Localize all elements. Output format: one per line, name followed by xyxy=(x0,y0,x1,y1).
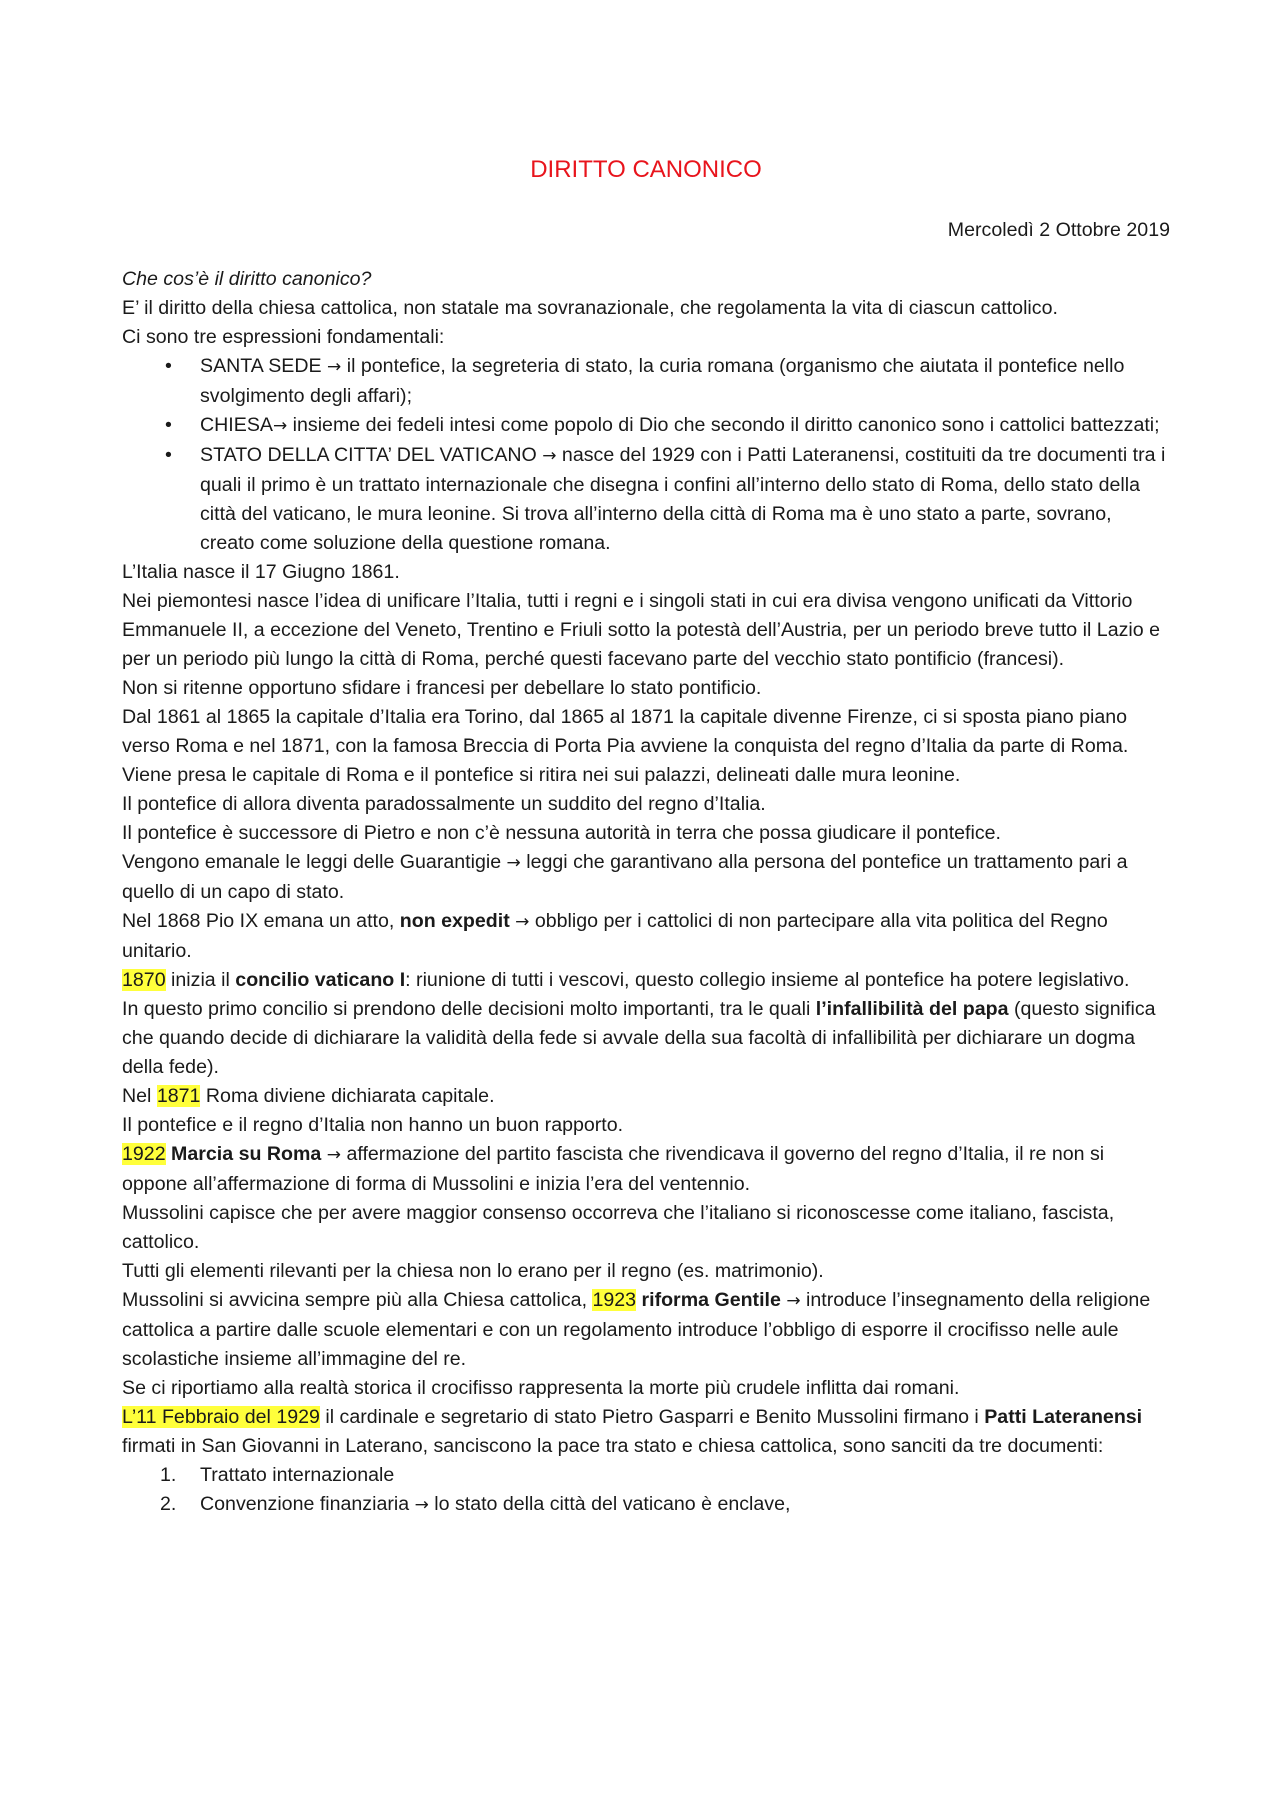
highlighted-year: 1923 xyxy=(592,1289,637,1311)
document-page xyxy=(122,150,1170,1520)
paragraph: Mussolini capisce che per avere maggior consenso occorreva che l’italiano si riconoscesse come italiano, fascista, cattolico. xyxy=(122,1202,1115,1253)
paragraph: Il pontefice di allora diventa paradossalmente un suddito del regno d’Italia. xyxy=(122,793,766,815)
arrow-icon: → xyxy=(542,446,557,466)
highlighted-date: L’11 Febbraio del 1929 xyxy=(122,1406,320,1428)
bold-term: l’infallibilità del papa xyxy=(815,998,1009,1020)
bold-term: Patti Lateranensi xyxy=(984,1406,1143,1428)
paragraph: Il pontefice è successore di Pietro e non c’è nessuna autorità in terra che possa giudicare il pontefice. xyxy=(122,822,1001,844)
arrow-icon: → xyxy=(515,912,530,932)
paragraph: Nel 1868 Pio IX emana un atto, non expedit → obbligo per i cattolici di non partecipare alla vita politica del Regno unitario. xyxy=(122,910,1108,962)
document-title: DIRITTO CANONICO xyxy=(530,156,762,183)
paragraph: L’Italia nasce il 17 Giugno 1861. xyxy=(122,561,400,583)
paragraph: Dal 1861 al 1865 la capitale d’Italia era Torino, dal 1865 al 1871 la capitale divenne Firenze, ci si sposta piano piano verso Roma e nel 1871, con la famosa Breccia di Porta Pia avviene la conquista del regno d’Italia da parte di Roma. xyxy=(122,706,1129,757)
paragraph: 1922 Marcia su Roma → affermazione del partito fascista che rivendicava il governo del regno d’Italia, il re non si oppone all’affermazione di forma di Mussolini e inizia l’era del ventennio. xyxy=(122,1143,1105,1195)
arrow-icon: → xyxy=(506,853,521,873)
paragraph: E’ il diritto della chiesa cattolica, non statale ma sovranazionale, che regolamenta la vita di ciascun cattolico. xyxy=(122,297,1058,319)
paragraph: Nel 1871 Roma diviene dichiarata capitale. xyxy=(122,1085,495,1107)
document-date: Mercoledì 2 Ottobre 2019 xyxy=(947,219,1170,241)
list-item: • CHIESA→ insieme dei fedeli intesi come popolo di Dio che secondo il diritto canonico sono i cattolici battezzati; xyxy=(122,411,1170,441)
bold-term: concilio vaticano I xyxy=(235,969,406,991)
arrow-icon: → xyxy=(272,416,288,436)
paragraph: Vengono emanale le leggi delle Guarantigie → leggi che garantivano alla persona del pontefice un trattamento pari a quello di un capo di stato. xyxy=(122,851,1128,903)
paragraph: L’11 Febbraio del 1929 il cardinale e segretario di stato Pietro Gasparri e Benito Mussolini firmano i Patti Lateranensi firmati in San Giovanni in Laterano, sanciscono la pace tra stato e chiesa cattolica, sono sanciti da tre documenti: xyxy=(122,1406,1143,1457)
paragraph: Nei piemontesi nasce l’idea di unificare l’Italia, tutti i regni e i singoli stati in cui era divisa vengono unificati da Vittorio Emmanuele II, a eccezione del Veneto, Trentino e Friuli sotto la potestà dell’Austria, per un periodo breve tutto il Lazio e per un periodo più lungo la città di Roma, perché questi facevano parte del vecchio stato pontificio (francesi). xyxy=(122,590,1160,670)
paragraph: 1870 inizia il concilio vaticano I: riunione di tutti i vescovi, questo collegio insieme al pontefice ha potere legislativo. xyxy=(122,969,1130,991)
paragraph: Se ci riportiamo alla realtà storica il crocifisso rappresenta la morte più crudele inflitta dai romani. xyxy=(122,1377,960,1399)
paragraph: Mussolini si avvicina sempre più alla Chiesa cattolica, 1923 riforma Gentile → introduce l’insegnamento della religione cattolica a partire dalle scuole elementari e con un regolamento introduce l’obbligo di esporre il crocifisso nelle aule scolastiche insieme all’immagine del re. xyxy=(122,1289,1151,1370)
list-item: • SANTA SEDE → il pontefice, la segreteria di stato, la curia romana (organismo che aiutata il pontefice nello svolgimento degli affari); xyxy=(122,352,1170,411)
paragraph: Tutti gli elementi rilevanti per la chiesa non lo erano per il regno (es. matrimonio). xyxy=(122,1260,824,1282)
arrow-icon: → xyxy=(414,1495,429,1515)
highlighted-year: 1870 xyxy=(122,969,166,991)
highlighted-year: 1871 xyxy=(156,1085,201,1107)
bullet-list xyxy=(122,352,1170,558)
bold-term: non expedit xyxy=(399,910,510,932)
list-item: 2. Convenzione finanziaria → lo stato della città del vaticano è enclave, xyxy=(160,1493,791,1515)
arrow-icon: → xyxy=(326,1145,342,1165)
arrow-icon: → xyxy=(327,357,342,377)
bold-term: riforma Gentile xyxy=(641,1289,781,1311)
list-item: • STATO DELLA CITTA’ DEL VATICANO → nasce del 1929 con i Patti Lateranensi, costituiti da tre documenti tra i quali il primo è un trattato internazionale che disegna i confini all’interno dello stato di Roma, dello stato della città del vaticano, le mura leonine. Si trova all’interno della città di Roma ma è uno stato a parte, sovrano, creato come soluzione della questione romana. xyxy=(122,441,1170,558)
question-heading: Che cos’è il diritto canonico? xyxy=(122,268,372,290)
paragraph: Ci sono tre espressioni fondamentali: xyxy=(122,326,445,348)
list-item: 1. Trattato internazionale xyxy=(160,1464,395,1486)
highlighted-year: 1922 xyxy=(122,1143,166,1165)
paragraph: In questo primo concilio si prendono delle decisioni molto importanti, tra le quali l’infallibilità del papa (questo significa che quando decide di dichiarare la validità della fede si avvale della sua facoltà di infallibilità per dichiarare un dogma della fede). xyxy=(122,998,1156,1078)
paragraph: Non si ritenne opportuno sfidare i francesi per debellare lo stato pontificio. xyxy=(122,677,762,699)
numbered-list xyxy=(122,1461,1170,1520)
arrow-icon: → xyxy=(786,1291,801,1311)
bold-term: Marcia su Roma xyxy=(171,1143,322,1165)
paragraph: Viene presa le capitale di Roma e il pontefice si ritira nei sui palazzi, delineati dalle mura leonine. xyxy=(122,764,961,786)
paragraph: Il pontefice e il regno d’Italia non hanno un buon rapporto. xyxy=(122,1114,624,1136)
